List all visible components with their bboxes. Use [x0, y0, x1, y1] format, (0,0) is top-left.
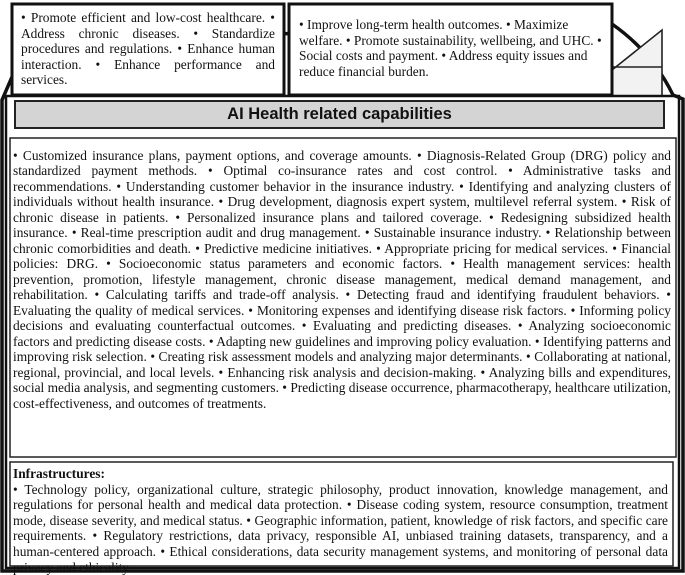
infrastructures-section	[13, 466, 668, 575]
top-left-box-text: • Promote efficient and low-cost healthcare. • Address chronic diseases. • Standardize procedures and regulations. • Enhance human interaction. • Enhance performance and services.	[21, 10, 275, 88]
top-right-box-text: • Improve long-term health outcomes. • Maximize welfare. • Promote sustainability, wellbeing, and UHC. • Social costs and payment. • Address equity issues and reduce financial burden.	[299, 17, 602, 79]
capabilities-title-bar	[14, 100, 665, 129]
capabilities-title: AI Health related capabilities	[227, 105, 452, 123]
capabilities-text: • Customized insurance plans, payment options, and coverage amounts. • Diagnosis-Related Group (DRG) policy and standardized payment methods. • Optimal co-insurance rates and cost control. • Administrative tasks and recommendations. • Understanding customer behavior in the insurance industry. • Identifying and analyzing clusters of individuals without health insurance. • Drug development, diagnosis expert system, multilevel referral system. • Risk of chronic disease in patients. • Personalized insurance plans and tailored coverage. • Redesigning subsidized health insurance. • Real-time prescription audit and drug management. • Sustainable insurance industry. • Relationship between chronic comorbidities and death. • Predictive medicine initiatives. • Appropriate pricing for medical services. • Financial policies: DRG. • Socioeconomic status parameters and economic factors. • Health management services: health prevention, promotion, lifestyle management, chronic disease management, medical demand management, and rehabilitation. • Calculating tariffs and trade-off analysis. • Detecting fraud and identifying fraudulent behaviors. • Evaluating the quality of medical services. • Monitoring expenses and identifying disease risk factors. • Informing policy decisions and evaluating counterfactual outcomes. • Evaluating and predicting diseases. • Analyzing socioeconomic factors and predicting disease costs. • Adapting new guidelines and improving policy evaluation. • Identifying patterns and improving risk selection. • Creating risk assessment models and analyzing major determinants. • Collaborating at national, regional, provincial, and local levels. • Enhancing risk analysis and decision-making. • Analyzing bills and expenditures, social media analysis, and segmenting customers. • Predicting disease occurrence, pharmacotherapy, healthcare utilization, cost-effectiveness, and outcomes of treatments.	[13, 148, 671, 411]
infrastructures-title: Infrastructures:	[13, 466, 105, 481]
infrastructures-text: • Technology policy, organizational culture, strategic philosophy, product innovation, knowledge management, and regulations for personal health and medical data protection. • Disease coding system, resource consumption, treatment mode, disease severity, and medical status. • Geographic information, patient, knowledge of risk factors, and specific care requirements. • Regulatory restrictions, data privacy, responsible AI, unbiased training datasets, transparency, and a human-centered approach. • Ethical considerations, data security management systems, and monitoring of personal data privacy and ethicality.	[13, 481, 668, 575]
folded-corner	[612, 30, 662, 96]
